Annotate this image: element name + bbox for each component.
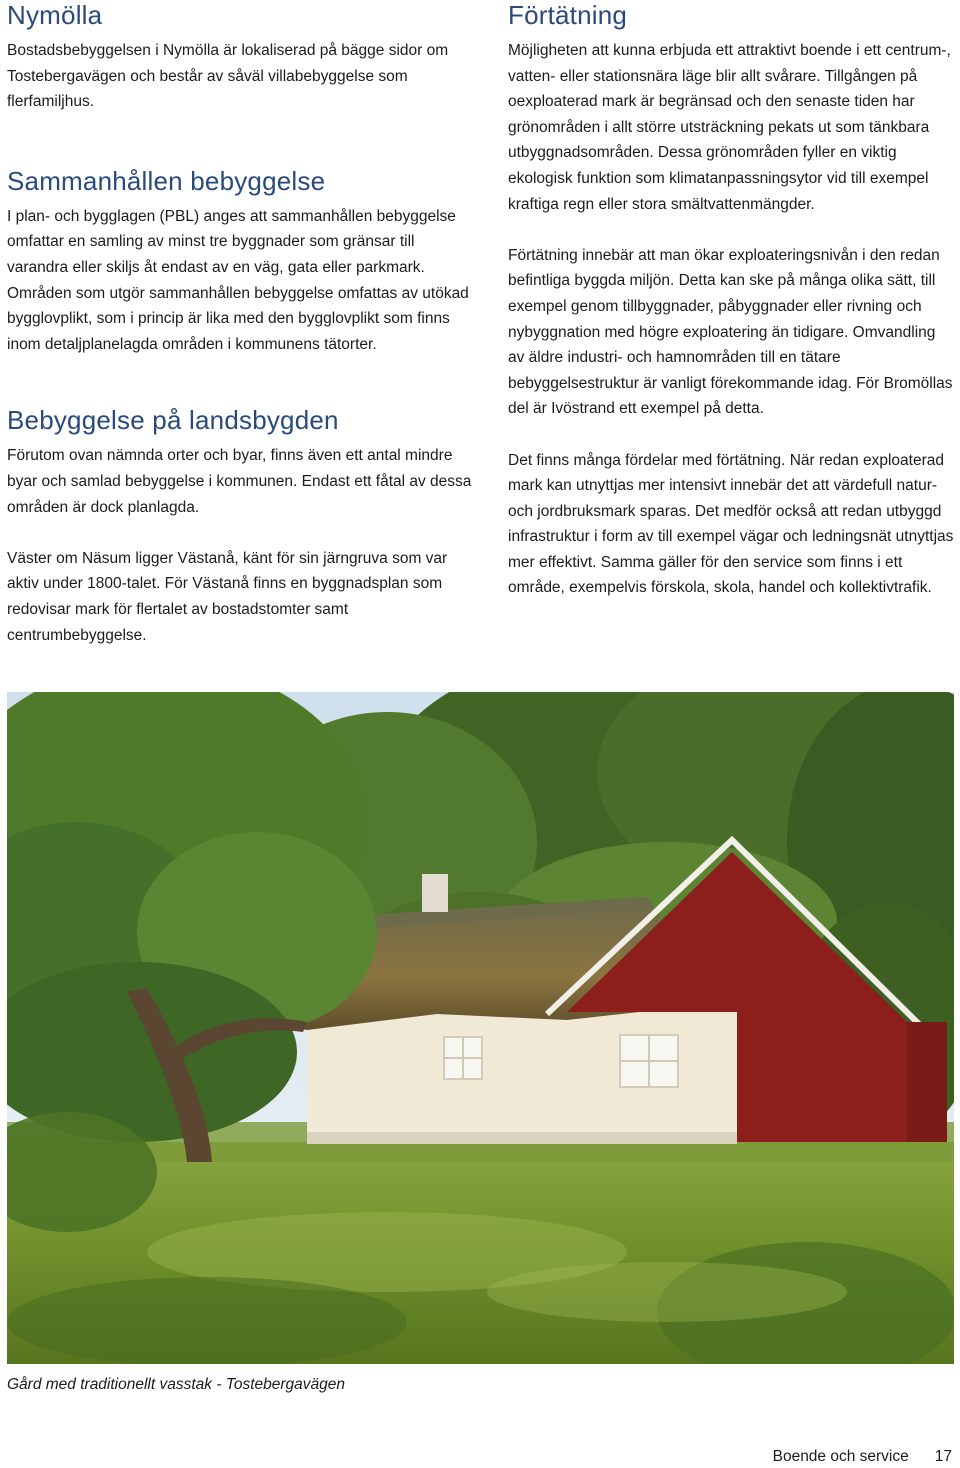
- footer-section-title: Boende och service: [772, 1448, 909, 1465]
- paragraph-nymolla: Bostadsbebyggelsen i Nymölla är lokaliserad på bägge sidor om Tostebergavägen och består av såväl villabebyggelse som flerfamiljhus.: [7, 42, 449, 111]
- heading-nymolla: Nymölla: [7, 0, 103, 30]
- heading-sammanhallen-bebyggelse: Sammanhållen bebyggelse: [7, 165, 326, 196]
- heading-bebyggelse-landsbygden: Bebyggelse på landsbygden: [7, 405, 339, 436]
- photo-caption: Gård med traditionellt vasstak - Tostebergavägen: [7, 1376, 346, 1393]
- left-column: [7, 0, 477, 648]
- farmhouse-photo: [7, 692, 954, 1364]
- paragraph-landsbygden-1: Förutom ovan nämnda orter och byar, finns även ett antal mindre byar och samlad bebyggelse i kommunen. Endast ett fåtal av dessa områden är dock planlagda.: [7, 447, 472, 516]
- paragraph-fortatning-1: Möjligheten att kunna erbjuda ett attraktivt boende i ett centrum-, vatten- eller stationsnära läge blir allt svårare. Tillgången på oexploaterad mark är begränsad och den senaste tiden har grönområden i allt större utsträckning pekats ut som tänkbara utbyggnadsområden. Dessa grönområden fyller en viktig ekologisk funktion som klimatanpassningsytor vid till exempel kraftiga regn eller stora smältvattenmängder.: [508, 42, 951, 213]
- paragraph-fortatning-3: Det finns många fördelar med förtätning. När redan exploaterad mark kan utnyttjas mer intensivt innebär det att värdefull natur- och jordbruksmark sparas. Det medför också att redan utbyggd infrastruktur i form av till exempel vägar och ledningsnät utnyttjas mer effektivt. Samma gäller för den service som finns i ett område, exempelvis förskola, skola, handel och kollektivtrafik.: [508, 451, 954, 597]
- page-number: 17: [934, 1448, 952, 1465]
- right-column: [508, 0, 956, 601]
- paragraph-fortatning-2: Förtätning innebär att man ökar exploateringsnivån i den redan befintliga byggda miljön. Detta kan ske på många olika sätt, till exempel genom tillbyggnader, påbyggnader eller rivning och nybyggnation med högre exploatering än tidigare. Omvandling av äldre industri- och hamnområden till en tätare bebyggelsestruktur är vanligt förekommande idag. För Bromöllas del är Ivöstrand ett exempel på detta.: [508, 246, 953, 418]
- paragraph-landsbygden-2: Väster om Näsum ligger Västanå, känt för sin järngruva som var aktiv under 1800-talet. För Västanå finns en byggnadsplan som redovisar mark för flertalet av bostadstomter samt centrumbebyggelse.: [7, 549, 448, 644]
- paragraph-sammanhallen-bebyggelse: I plan- och bygglagen (PBL) anges att sammanhållen bebyggelse omfattar en samling av minst tre byggnader som gränsar till varandra eller skiljs åt endast av en väg, gata eller parkmark. Områden som utgör sammanhållen bebyggelse omfattas av utökad bygglovplikt, som i princip är lika med den bygglovplikt som finns inom detaljplanelagda områden i kommunens tätorter.: [7, 207, 469, 353]
- heading-fortatning: Förtätning: [508, 0, 628, 30]
